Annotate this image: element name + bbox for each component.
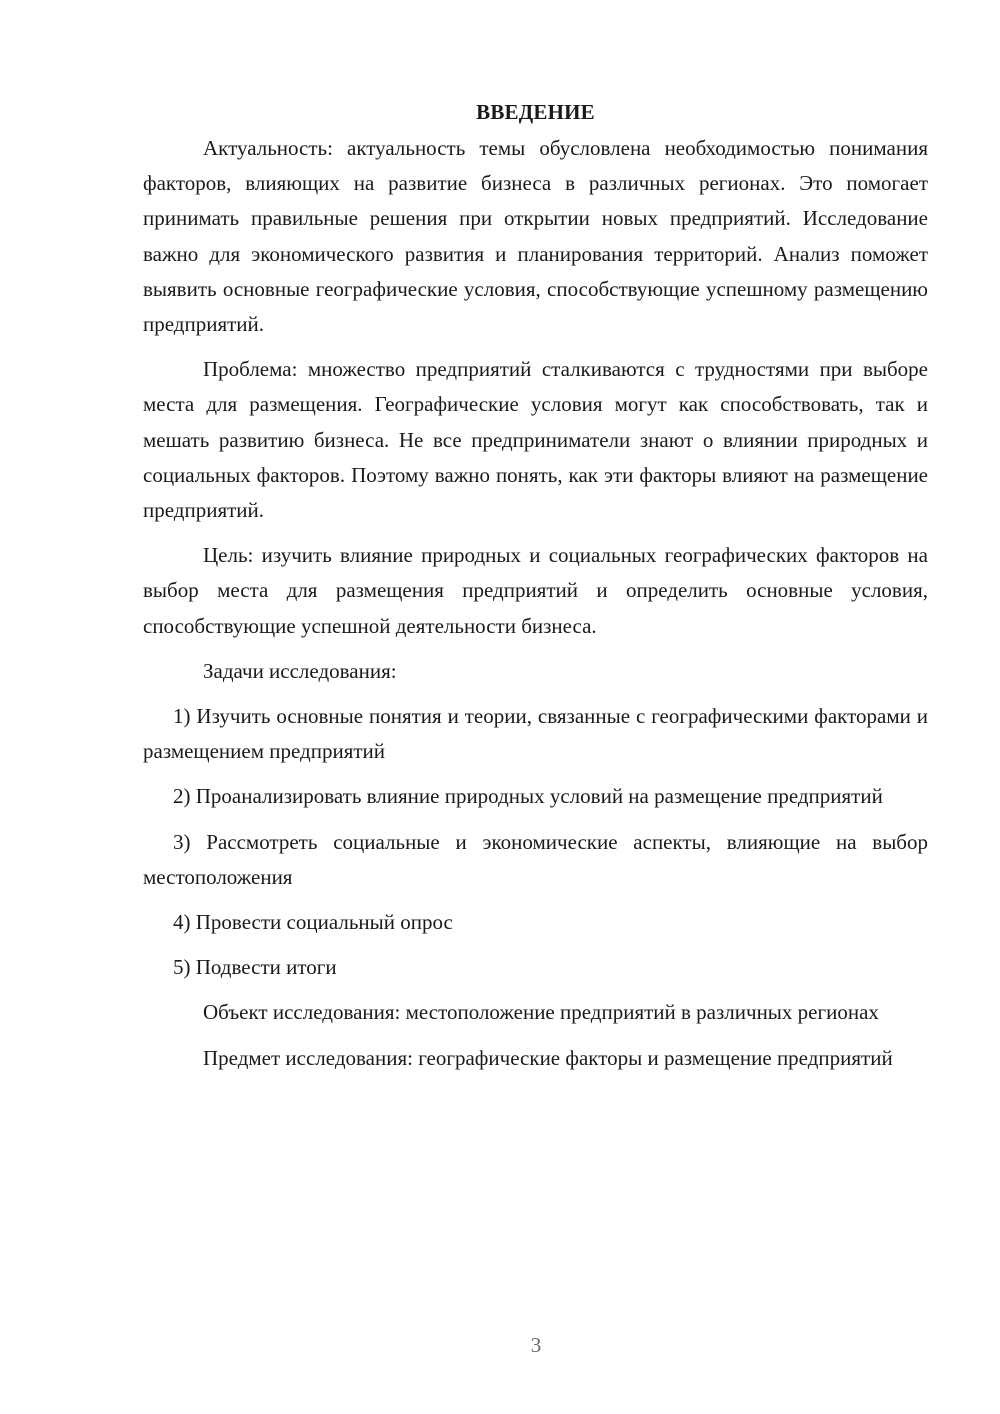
task-item-5: 5) Подвести итоги: [173, 955, 337, 980]
page-content: [143, 95, 928, 1086]
tasks-heading: Задачи исследования:: [203, 658, 397, 683]
task-item-2: 2) Проанализировать влияние природных условий на размещение предприятий: [173, 784, 883, 809]
task-item-1: 1) Изучить основные понятия и теории, связанные с географическими факторами и размещением предприятий: [143, 704, 928, 764]
page-number: 3: [530, 1333, 542, 1357]
object-paragraph: Объект исследования: местоположение предприятий в различных регионах: [203, 1000, 879, 1025]
task-item-3: 3) Рассмотреть социальные и экономические аспекты, влияющие на выбор местоположения: [143, 829, 928, 889]
goal-paragraph: Цель: изучить влияние природных и социальных географических факторов на выбор места для размещения предприятий и определить основные условия, способствующие успешной деятельности бизнеса.: [143, 543, 928, 638]
relevance-paragraph: Актуальность: актуальность темы обусловлена необходимостью понимания факторов, влияющих на развитие бизнеса в различных регионах. Это помогает принимать правильные решения при открытии новых предприятий. Исследование важно для экономического развития и планирования территорий. Анализ поможет выявить основные географические условия, способствующие успешному размещению предприятий.: [143, 136, 928, 337]
subject-paragraph: Предмет исследования: географические факторы и размещение предприятий: [203, 1045, 893, 1070]
section-title: ВВЕДЕНИЕ: [476, 100, 595, 124]
task-item-4: 4) Провести социальный опрос: [173, 910, 453, 935]
problem-paragraph: Проблема: множество предприятий сталкиваются с трудностями при выборе места для размещения. Географические условия могут как способствовать, так и мешать развитию бизнеса. Не все предприниматели знают о влиянии природных и социальных факторов. Поэтому важно понять, как эти факторы влияют на размещение предприятий.: [143, 357, 928, 523]
